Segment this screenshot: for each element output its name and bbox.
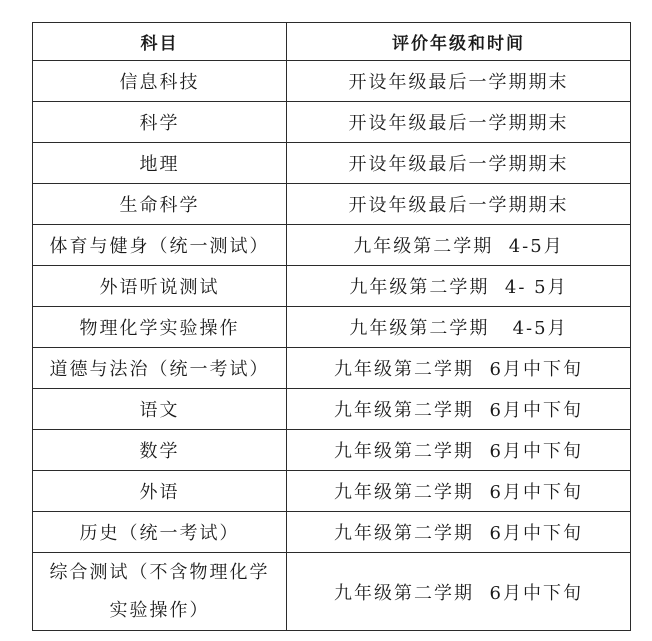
subject-cell: 信息科技: [33, 61, 287, 102]
grade-time-cell: 九年级第二学期 6月中下旬: [287, 553, 631, 631]
table-row: [33, 512, 631, 553]
header-grade-time: 评价年级和时间: [287, 23, 631, 61]
table-row: [33, 307, 631, 348]
table-row: [33, 143, 631, 184]
grade-time-cell: 九年级第二学期 4- 5月: [287, 266, 631, 307]
subject-cell: 外语听说测试: [33, 266, 287, 307]
grade-time-cell: 九年级第二学期 4-5月: [287, 225, 631, 266]
header-subject: 科目: [33, 23, 287, 61]
grade-time-cell: 九年级第二学期 6月中下旬: [287, 512, 631, 553]
subject-cell: 历史（统一考试）: [33, 512, 287, 553]
grade-time-cell: 九年级第二学期 4-5月: [287, 307, 631, 348]
subject-cell: 科学: [33, 102, 287, 143]
grade-time-cell: 九年级第二学期 6月中下旬: [287, 389, 631, 430]
table-row: [33, 389, 631, 430]
table-row: [33, 266, 631, 307]
grade-time-cell: 开设年级最后一学期期末: [287, 61, 631, 102]
table-row: [33, 184, 631, 225]
table-row: [33, 348, 631, 389]
grade-time-cell: 九年级第二学期 6月中下旬: [287, 471, 631, 512]
table-row: [33, 553, 631, 631]
table-header-row: [33, 23, 631, 61]
table-row: [33, 225, 631, 266]
table-row: [33, 471, 631, 512]
table-row: [33, 61, 631, 102]
grade-time-cell: 开设年级最后一学期期末: [287, 143, 631, 184]
subject-cell: 体育与健身（统一测试）: [33, 225, 287, 266]
evaluation-schedule-table: [32, 22, 631, 631]
subject-cell: 物理化学实验操作: [33, 307, 287, 348]
grade-time-cell: 九年级第二学期 6月中下旬: [287, 430, 631, 471]
subject-cell: 外语: [33, 471, 287, 512]
subject-cell: 语文: [33, 389, 287, 430]
subject-cell: 生命科学: [33, 184, 287, 225]
subject-cell: 地理: [33, 143, 287, 184]
table-row: [33, 102, 631, 143]
table-row: [33, 430, 631, 471]
grade-time-cell: 开设年级最后一学期期末: [287, 184, 631, 225]
grade-time-cell: 开设年级最后一学期期末: [287, 102, 631, 143]
subject-cell: 数学: [33, 430, 287, 471]
grade-time-cell: 九年级第二学期 6月中下旬: [287, 348, 631, 389]
subject-cell: 道德与法治（统一考试）: [33, 348, 287, 389]
subject-cell: 综合测试（不含物理化学实验操作）: [33, 553, 287, 631]
